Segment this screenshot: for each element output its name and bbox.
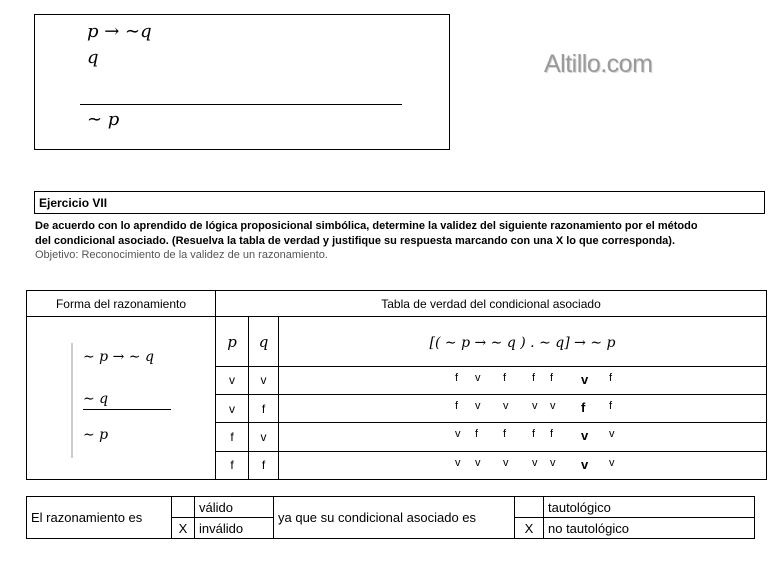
truth-value: v — [532, 399, 538, 412]
truth-value: v — [503, 456, 509, 469]
argument-box — [34, 14, 450, 150]
row1-values — [279, 366, 767, 394]
truth-value: f — [609, 399, 613, 412]
truth-value: f — [532, 428, 536, 441]
mark-tautological[interactable] — [515, 497, 544, 518]
form-premise-2: ∼ q — [83, 391, 109, 407]
row4-p: f — [216, 451, 249, 479]
form-cell — [27, 317, 216, 480]
form-premise-1: ∼ p → ∼ q — [83, 349, 154, 365]
truth-table — [26, 290, 767, 480]
truth-value: f — [475, 428, 479, 441]
row2-p: v — [216, 394, 249, 422]
mark-invalid[interactable]: X — [172, 518, 195, 539]
truth-value: f — [581, 399, 586, 415]
header-form: Forma del razonamiento — [27, 291, 216, 317]
objective: Objetivo: Reconocimiento de la validez de un razonamiento. — [35, 249, 328, 261]
premise-1: p → ∼q — [87, 21, 152, 42]
truth-value: v — [503, 399, 509, 412]
brand-logo: Altillo.com — [544, 50, 653, 78]
truth-value: v — [475, 399, 481, 412]
form-inference-line — [83, 409, 171, 410]
conclusion-label: El razonamiento es — [27, 497, 172, 539]
truth-value: f — [503, 371, 507, 384]
truth-value: v — [550, 399, 556, 412]
option-valid: válido — [195, 497, 274, 518]
truth-value: f — [455, 399, 459, 412]
conclusion-table — [26, 496, 755, 539]
instruction-line-2 — [35, 234, 675, 248]
inference-line — [80, 104, 402, 105]
row2-values — [279, 394, 767, 422]
truth-value: v — [581, 456, 589, 472]
formula: [( ∼ p → ∼ q ) . ∼ q] → ∼ p — [429, 334, 616, 351]
row1-q: v — [249, 366, 279, 394]
row1-p: v — [216, 366, 249, 394]
option-not-tautological: no tautológico — [544, 518, 755, 539]
truth-value: f — [455, 371, 459, 384]
col-p-header — [216, 317, 249, 367]
truth-value: f — [550, 371, 554, 384]
truth-value: v — [609, 456, 615, 469]
truth-value: v — [581, 371, 589, 387]
row4-q: f — [249, 451, 279, 479]
col-p-label: p — [227, 332, 237, 351]
mark-valid[interactable] — [172, 497, 195, 518]
exercise-title: Ejercicio VII — [34, 191, 765, 214]
middle-text: ya que su condicional asociado es — [274, 497, 515, 539]
conclusion: ∼ p — [87, 109, 120, 130]
truth-value: v — [581, 428, 589, 444]
truth-value: v — [455, 428, 461, 441]
row4-values — [279, 451, 767, 479]
truth-value: f — [550, 428, 554, 441]
col-q-label: q — [258, 332, 269, 351]
truth-value: v — [475, 456, 481, 469]
col-q-header — [249, 317, 279, 367]
premise-2: q — [87, 47, 99, 68]
instruction-text: del condicional asociado. (Resuelva la tabla de verdad y justifique su respuesta marcando con una X lo que corresponda). — [35, 235, 676, 247]
option-tautological: tautológico — [544, 497, 755, 518]
row2-q: f — [249, 394, 279, 422]
row3-p: f — [216, 423, 249, 451]
truth-value: v — [455, 456, 461, 469]
row3-values — [279, 423, 767, 451]
truth-value: v — [532, 456, 538, 469]
form-bracket — [71, 343, 73, 458]
truth-value: f — [532, 371, 536, 384]
truth-value: f — [609, 371, 613, 384]
truth-value: v — [475, 371, 481, 384]
form-conclusion: ∼ p — [83, 427, 109, 443]
row3-q: v — [249, 423, 279, 451]
header-truth: Tabla de verdad del condicional asociado — [216, 291, 767, 317]
formula-header — [279, 317, 767, 367]
truth-value: v — [550, 456, 556, 469]
truth-value: f — [503, 428, 507, 441]
truth-value: v — [609, 428, 615, 441]
instruction-line-1: De acuerdo con lo aprendido de lógica proposicional simbólica, determine la validez del siguiente razonamiento por el método — [35, 220, 698, 232]
mark-not-tautological[interactable]: X — [515, 518, 544, 539]
option-invalid: inválido — [195, 518, 274, 539]
